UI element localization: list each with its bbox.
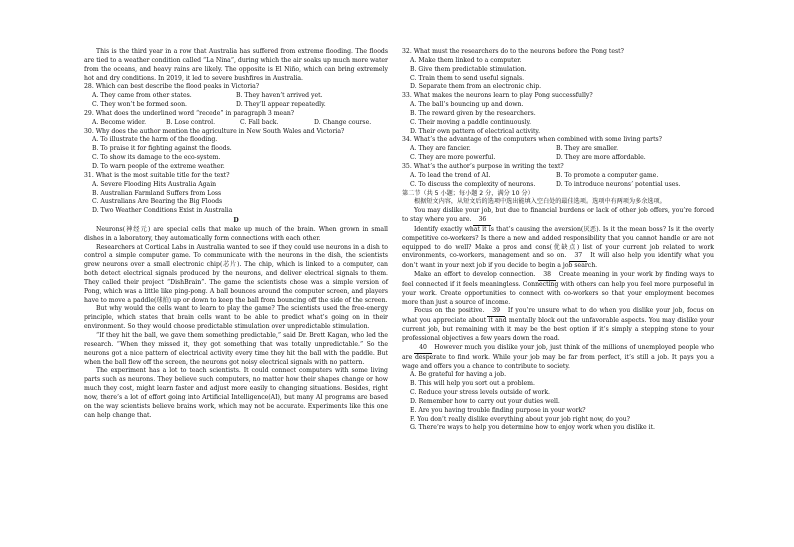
q33-option-b[interactable]: B. The reward given by the researchers. <box>410 109 536 117</box>
cloze-paragraph-5 <box>402 344 714 372</box>
q31-stem: 31. What is the most suitable title for the text? <box>84 171 230 179</box>
q34-option-c[interactable]: C. They are more powerful. <box>410 154 496 162</box>
q34-stem: 34. What’s the advantage of the computers when combined with some living parts? <box>402 136 662 144</box>
q34-option-d[interactable]: D. They are more affordable. <box>556 154 646 162</box>
blank-39[interactable]: 39 <box>487 307 505 317</box>
q35-options-row2 <box>402 181 714 190</box>
blank-40[interactable]: 40 <box>414 344 432 354</box>
q34-options-row1 <box>402 145 714 154</box>
q32-option-d[interactable]: D. Separate them from an electronic chip. <box>410 83 542 91</box>
passage-d-paragraph-4: “If they hit the ball, we gave them something predictable,” said Dr. Brett Kagan, who led the research. “When they missed it, they got something that was totally unpredictable.” So the neurons got a nice pattern of electrical activity every time they hit the ball with the paddle. But when the ball flew off the screen, the neurons got noisy electrical signals with no pattern. <box>84 332 388 366</box>
cloze-p2-text-b: It will also help you identify what you don’t want in your next job if you decide to begin a job search. <box>402 252 715 270</box>
q33-stem: 33. What makes the neurons learn to play Pong successfully? <box>402 92 593 100</box>
q30-option-a[interactable]: A. To illustrate the harm of the flooding. <box>92 136 218 144</box>
q28-options-row2 <box>84 101 388 110</box>
passage-d-paragraph-3: But why would the cells want to learn to play the game? The scientists used the free-energy principle, which states that brain cells want to be able to predict what’s going on in their environment. So they would choose predictable stimulation over unpredictable stimulation. <box>84 305 388 331</box>
section-2-title: 第二节（共 5 小题；每小题 2 分，满分 10 分） <box>402 189 534 197</box>
q30-option-c[interactable]: C. To show its damage to the eco-system. <box>92 154 221 162</box>
blank-37[interactable]: 37 <box>569 252 587 262</box>
q35-options-row1 <box>402 172 714 181</box>
cloze-paragraph-2 <box>402 226 714 271</box>
cloze-option-g[interactable]: G. There’re ways to help you determine how to enjoy work when you dislike it. <box>410 424 655 432</box>
q34-options-row2 <box>402 154 714 163</box>
blank-36[interactable]: 36 <box>473 216 491 226</box>
cloze-paragraph-3 <box>402 271 714 307</box>
q32-stem: 32. What must the researchers do to the neurons before the Pong test? <box>402 48 624 55</box>
right-column <box>402 48 714 433</box>
q29-option-c[interactable]: C. Fall back. <box>240 118 279 126</box>
q31-option-a[interactable]: A. Severe Flooding Hits Australia Again <box>92 180 217 188</box>
q35-option-b[interactable]: B. To promote a computer game. <box>556 171 659 179</box>
q29-option-b[interactable]: B. Lose control. <box>166 118 216 126</box>
q28-option-d[interactable]: D. They’ll appear repeatedly. <box>236 101 326 109</box>
q29-option-d[interactable]: D. Change course. <box>314 118 372 126</box>
cloze-p2-text-a: Identify exactly what it is that’s causing the aversion(厌恶). Is it the mean boss? Is it the overly competitive co-workers? Is there a new and added responsibility that you cannot handle or are not equipped to do well? Make a pros and cons(优缺点) list of your current job related to work environments, co-workers, management and so on. <box>402 225 714 260</box>
q35-option-d[interactable]: D. To introduce neurons’ potential uses. <box>556 180 681 188</box>
q35-option-c[interactable]: C. To discuss the complexity of neurons. <box>410 180 536 188</box>
q33-option-a[interactable]: A. The ball’s bouncing up and down. <box>410 101 524 109</box>
q31-option-b[interactable]: B. Australian Farmland Suffers from Loss <box>92 189 222 197</box>
cloze-p5-text: However much you dislike your job, just think of the millions of unemployed people who are desperate to find work. While your job may be far from perfect, it’s still a job. It pays you a wage and offers you a chance to contribute to society. <box>402 343 714 370</box>
cloze-option-b[interactable]: B. This will help you sort out a problem. <box>410 380 535 388</box>
q33-option-c[interactable]: C. Their moving a paddle continuously. <box>410 118 532 126</box>
cloze-option-a[interactable]: A. Be grateful for having a job. <box>410 371 507 379</box>
q31-option-d[interactable]: D. Two Weather Conditions Exist in Australia <box>92 207 233 215</box>
q28-stem: 28. Which can best describe the flood peaks in Victoria? <box>84 83 260 91</box>
cloze-p3-text-a: Make an effort to develop connection. <box>414 271 536 279</box>
cloze-option-f[interactable]: F. You don’t really dislike everything about your job right now, do you? <box>410 415 630 423</box>
cloze-paragraph-4 <box>402 307 714 343</box>
passage-d-paragraph-2: Researchers at Cortical Labs in Australia wanted to see if they could use neurons in a dish to control a simple computer game. To communicate with the neurons in the dish, the scientists grew neurons over a small electronic chip(芯片). The chip, which is linked to a computer, can both detect electrical signals produced by the neurons, and deliver electrical signals to them. They called their project “DishBrain”. The game the scientists chose was a simple version of Pong, which was a little like ping-pong. A ball bounces around the computer screen, and players have to move a paddle(球拍) up or down to keep the ball from bouncing off the side of the screen. <box>84 243 388 304</box>
left-column <box>84 48 388 420</box>
cloze-option-c[interactable]: C. Reduce your stress levels outside of work. <box>410 389 551 397</box>
q28-option-a[interactable]: A. They came from other states. <box>92 92 192 100</box>
passage-c-paragraph: This is the third year in a row that Australia has suffered from extreme flooding. The floods are tied to a weather condition called “La Nina”, during which the air soaks up much more water from the oceans, and heavy rains are likely. The opposite is El Niño, which can bring extremely hot and dry conditions. In 2019, it led to severe bushfires in Australia. <box>84 48 388 82</box>
q34-option-a[interactable]: A. They are fancier. <box>410 145 471 153</box>
cloze-p1-text: You may dislike your job, but due to financial burdens or lack of other job offers, you’re forced to stay where you are. <box>402 207 714 224</box>
q29-stem: 29. What does the underlined word “recede” in paragraph 3 mean? <box>84 109 295 117</box>
cloze-p3-text-b: Create meaning in your work by finding ways to feel connected if it feels meaningless. Connecting with others can help you feel more purposeful in your work. Create opportunities to connect with co-workers so that your employment becomes more than just a source of income. <box>402 271 715 306</box>
q28-option-b[interactable]: B. They haven’t arrived yet. <box>236 92 323 100</box>
q28-option-c[interactable]: C. They won’t be formed soon. <box>92 101 187 109</box>
q32-option-a[interactable]: A. Make them linked to a computer. <box>410 56 522 64</box>
q32-option-c[interactable]: C. Train them to send useful signals. <box>410 74 525 82</box>
q33-option-d[interactable]: D. Their own pattern of electrical activity. <box>410 127 541 135</box>
q31-option-c[interactable]: C. Australians Are Bearing the Big Floods <box>92 198 223 206</box>
q30-option-d[interactable]: D. To warn people of the extreme weather. <box>92 162 225 170</box>
cloze-paragraph-1 <box>402 207 714 226</box>
q29-option-a[interactable]: A. Become wider. <box>92 118 147 126</box>
passage-d-letter: D <box>233 217 239 225</box>
q35-stem: 35. What’s the author’s purpose in writing the text? <box>402 162 564 170</box>
cloze-p4-text-b: If you’re unsure what to do when you dislike your job, focus on what you appreciate about it and mentally block out the unfavorable aspects. You may dislike your current job, but remaining with it may be the best option if it’s simply a stepping stone to your professional objectives a few years down the road. <box>402 307 715 342</box>
passage-d-paragraph-5: The experiment has a lot to teach scientists. It could connect computers with some living parts such as neurons. They believe such computers, no matter how their shapes change or how much they cost, might learn faster and adjust more easily to changing situations. Besides, right now, there’s a lot of effort going into Artificial Intelligence(AI), but many AI programs are based on the way scientists believe brains work, which may not be accurate. Experiments like this one can help change that. <box>84 367 388 419</box>
q34-option-b[interactable]: B. They are smaller. <box>556 145 619 153</box>
q30-stem: 30. Why does the author mention the agriculture in New South Wales and Victoria? <box>84 127 345 135</box>
q32-option-b[interactable]: B. Give them predictable stimulation. <box>410 65 527 73</box>
blank-38[interactable]: 38 <box>538 271 556 281</box>
cloze-option-e[interactable]: E. Are you having trouble finding purpose in your work? <box>410 406 586 414</box>
cloze-p4-text-a: Focus on the positive. <box>414 307 485 315</box>
section-2-instruction: 根据短文内容，从短文后的选项中选出能填入空白处的最佳选项。选项中有两项为多余选项。 <box>414 198 666 206</box>
q35-option-a[interactable]: A. To lead the trend of AI. <box>410 171 491 179</box>
q30-option-b[interactable]: B. To praise it for fighting against the floods. <box>92 145 232 153</box>
q29-options <box>84 119 388 128</box>
passage-d-paragraph-1: Neurons(神经元) are special cells that make up much of the brain. When grown in small dishes in a laboratory, they automatically form connections with each other. <box>84 225 388 242</box>
q28-options-row1 <box>84 92 388 101</box>
cloze-option-d[interactable]: D. Remember how to carry out your duties well. <box>410 397 560 405</box>
